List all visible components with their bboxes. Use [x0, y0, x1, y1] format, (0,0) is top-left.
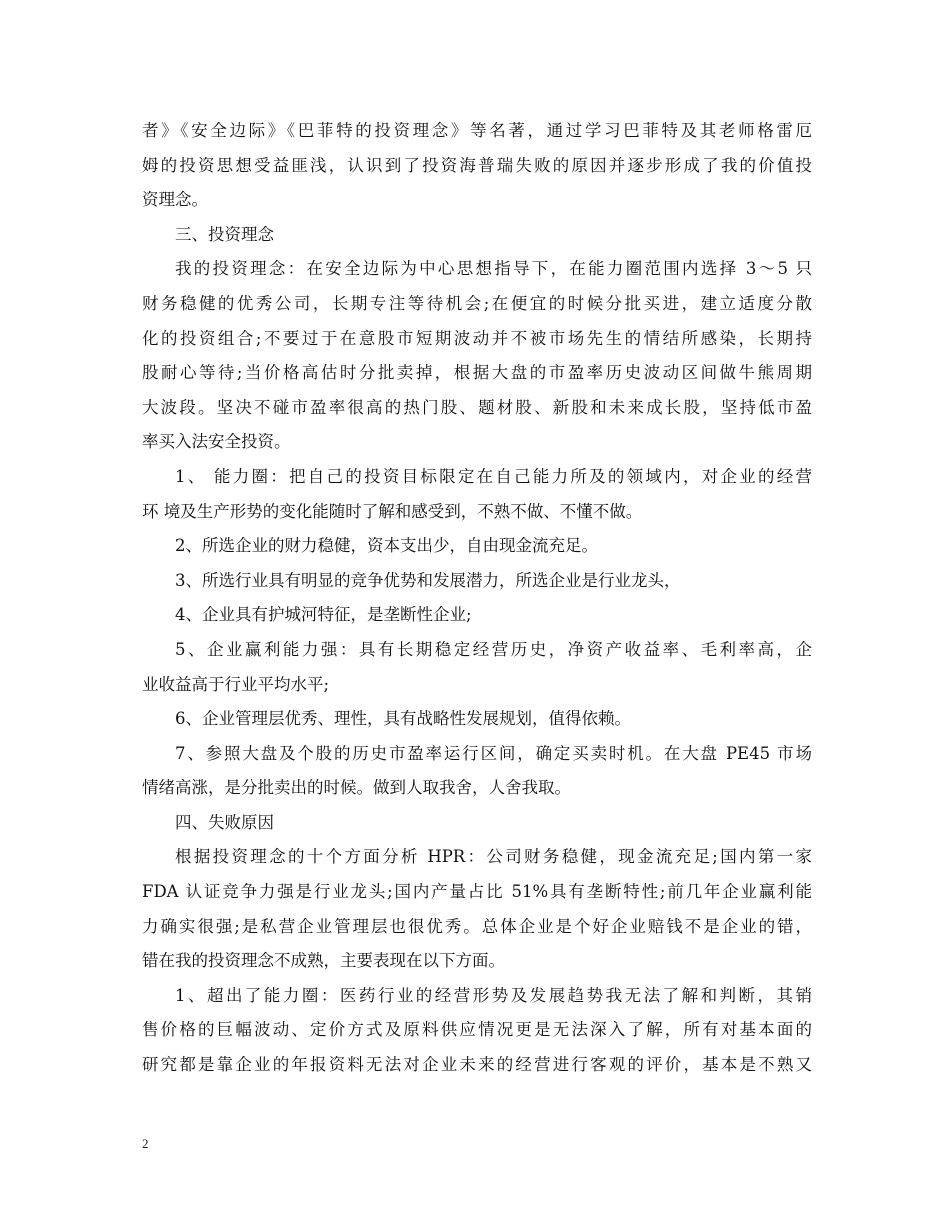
text-line: 售价格的巨幅波动、定价方式及原料供应情况更是无法深入了解，所有对基本面的 [142, 1020, 812, 1040]
text-line: 者》《安全边际》《巴菲特的投资理念》等名著，通过学习巴菲特及其老师格雷厄 [142, 121, 812, 140]
document-body [142, 114, 812, 1083]
text-line: 率买入法安全投资。 [142, 432, 291, 452]
text-line: 我的投资理念：在安全边际为中心思想指导下，在能力圈范围内选择 3～5 只 [175, 259, 812, 279]
text-line: FDA 认证竞争力强是行业龙头;国内产量占比 51%具有垄断特性;前几年企业赢利能 [142, 882, 812, 902]
text-line: 资理念。 [142, 190, 208, 210]
list-item: 7、参照大盘及个股的历史市盈率运行区间，确定买卖时机。在大盘 PE45 市场 [175, 743, 812, 763]
section-heading: 四、失败原因 [175, 812, 274, 832]
text-line: 财务稳健的优秀公司，长期专注等待机会;在便宜的时候分批买进，建立适度分散 [142, 293, 812, 313]
text-line: 研究都是靠企业的年报资料无法对企业未来的经营进行客观的评价，基本是不熟又 [142, 1055, 812, 1075]
text-line: 根据投资理念的十个方面分析 HPR：公司财务稳健，现金流充足;国内第一家 [175, 847, 812, 867]
text-line: 力确实很强;是私营企业管理层也很优秀。总体企业是个好企业赔钱不是企业的错， [142, 916, 812, 936]
page-number: 2 [142, 1136, 149, 1151]
list-item: 5、企业赢利能力强：具有长期稳定经营历史，净资产收益率、毛利率高，企 [175, 639, 812, 659]
list-item: 2、所选企业的财力稳健，资本支出少，自由现金流充足。 [175, 536, 598, 556]
list-item: 3、所选行业具有明显的竞争优势和发展潜力，所选企业是行业龙头， [175, 570, 681, 590]
text-line: 业收益高于行业平均水平; [142, 674, 330, 694]
list-item: 4、企业具有护城河特征，是垄断性企业; [175, 605, 472, 625]
text-line: 情绪高涨，是分批卖出的时候。做到人取我舍，人舍我取。 [142, 778, 571, 798]
text-line: 大波段。坚决不碰市盈率很高的热门股、题材股、新股和未来成长股，坚持低市盈 [142, 397, 812, 417]
text-line: 姆的投资思想受益匪浅，认识到了投资海普瑞失败的原因并逐步形成了我的价值投 [142, 155, 812, 175]
list-item: 6、企业管理层优秀、理性，具有战略性发展规划，值得依赖。 [175, 709, 631, 729]
text-line: 股耐心等待;当价格高估时分批卖掉，根据大盘的市盈率历史波动区间做牛熊周期 [142, 363, 812, 383]
text-line: 环 境及生产形势的变化能随时了解和感受到，不熟不做、不懂不做。 [142, 501, 643, 521]
section-heading: 三、投资理念 [175, 224, 274, 244]
text-line: 错在我的投资理念不成熟，主要表现在以下方面。 [142, 951, 505, 971]
list-item: 1、 能力圈：把自己的投资目标限定在自己能力所及的领域内，对企业的经营 [175, 466, 812, 486]
list-item: 1、超出了能力圈：医药行业的经营形势及发展趋势我无法了解和判断，其销 [175, 985, 812, 1005]
text-line: 化的投资组合;不要过于在意股市短期波动并不被市场先生的情结所感染，长期持 [142, 328, 812, 348]
